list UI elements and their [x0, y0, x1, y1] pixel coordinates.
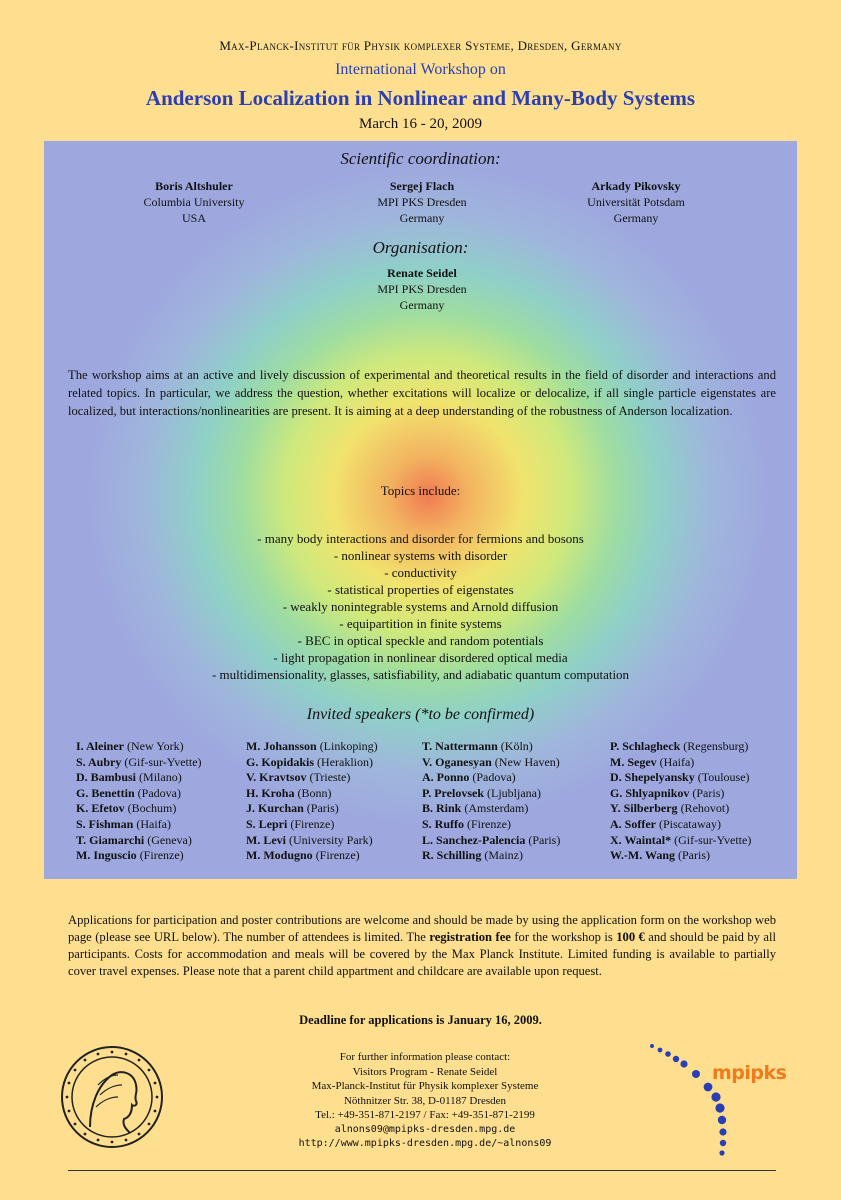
speaker-name: M. Inguscio: [76, 848, 137, 863]
speaker-place: (Firenze): [139, 848, 184, 863]
speaker-name: S. Aubry: [76, 754, 122, 769]
max-planck-seal: [60, 1045, 164, 1149]
speaker-place: (Rehovot): [680, 801, 730, 816]
speaker-name: W.-M. Wang: [610, 848, 676, 863]
speaker-entry: [76, 817, 202, 833]
speaker-entry: [246, 739, 378, 755]
speaker-place: (Padova): [472, 770, 516, 785]
speaker-entry: [422, 770, 560, 786]
mpipks-dots-icon: [640, 1040, 780, 1162]
speaker-place: (Paris): [306, 801, 339, 816]
speaker-place: (Toulouse): [697, 770, 750, 785]
topic-item: - BEC in optical speckle and random potentials: [297, 633, 544, 648]
speaker-entry: [76, 833, 202, 849]
speaker-entry: [246, 833, 378, 849]
speaker-place: (Heraklion): [317, 754, 374, 769]
speaker-place: (Paris): [692, 785, 725, 800]
speaker-entry: [422, 755, 560, 771]
speaker-name: Y. Silberberg: [610, 801, 678, 816]
applications-text: Applications for participation and poster contributions are welcome and should be made by using the application form on the workshop web page (please see URL below). The number of attendees is limited. The: [68, 913, 776, 944]
speaker-name: G. Kopidakis: [246, 754, 315, 769]
coordinator-country: Germany: [613, 211, 659, 225]
speakers-column-1: [76, 739, 202, 864]
speaker-entry: [422, 801, 560, 817]
speaker-entry: [422, 848, 560, 864]
speaker-name: V. Kravtsov: [246, 770, 307, 785]
speaker-place: (Piscataway): [658, 816, 721, 831]
speaker-place: (Regensburg): [683, 739, 749, 753]
deadline-notice: Deadline for applications is January 16, 2009.: [299, 1013, 542, 1027]
topic-item: - many body interactions and disorder for fermions and bosons: [257, 531, 584, 546]
speaker-entry: [76, 801, 202, 817]
topic-item: - statistical properties of eigenstates: [327, 582, 514, 597]
speaker-name: X. Waintal*: [610, 832, 672, 847]
applications-text: and should be paid by all participants. Costs for accommodation and meals will be covered by the Max Planck Institute. Limited funding is available to partially cover travel expenses. Please note that a parent child appartment and childcare are available upon request.: [68, 930, 776, 978]
speaker-entry: [422, 817, 560, 833]
speaker-place: (Paris): [678, 848, 711, 863]
speaker-entry: [610, 739, 751, 755]
speaker-name: J. Kurchan: [246, 801, 304, 816]
speaker-entry: [246, 786, 378, 802]
speaker-place: (Haifa): [136, 816, 171, 831]
topic-item: - equipartition in finite systems: [339, 616, 502, 631]
contact-phone-fax: Tel.: +49-351-871-2197 / Fax: +49-351-871-2199: [315, 1109, 535, 1121]
speakers-heading: Invited speakers (*to be confirmed): [306, 706, 535, 723]
workshop-description: The workshop aims at an active and lively discussion of experimental and theoretical results in the field of disorder and interactions and related topics. In particular, we address the question, whether excitations will localize or delocalize, if all single particle eigenstates are localized, but interactions/nonlinearities are present. It is aiming at a deep understanding of the robustness of Anderson localization.: [68, 368, 776, 418]
speaker-name: T. Nattermann: [422, 739, 498, 753]
speaker-name: S. Lepri: [246, 816, 288, 831]
speaker-entry: [76, 755, 202, 771]
coordinator-name: Arkady Pikovsky: [591, 179, 681, 193]
coordinator-1: [94, 178, 294, 226]
applications-emphasis: 100 €: [616, 930, 645, 944]
speaker-name: P. Schlagheck: [610, 739, 681, 753]
speaker-name: A. Soffer: [610, 816, 656, 831]
speaker-name: M. Modugno: [246, 848, 313, 863]
coordinator-affiliation: Universität Potsdam: [587, 195, 685, 209]
topic-item: - conductivity: [384, 565, 457, 580]
speaker-place: (New York): [127, 739, 184, 753]
coordinator-affiliation: Columbia University: [143, 195, 245, 209]
speaker-place: (Ljubljana): [487, 785, 541, 800]
applications-paragraph: [68, 912, 776, 980]
speaker-name: M. Levi: [246, 832, 286, 847]
speaker-name: S. Ruffo: [422, 816, 465, 831]
speaker-name: V. Oganesyan: [422, 754, 492, 769]
speaker-name: S. Fishman: [76, 816, 134, 831]
speaker-place: (University Park): [289, 832, 373, 847]
speaker-name: G. Benettin: [76, 785, 135, 800]
coordinator-affiliation: MPI PKS Dresden: [377, 195, 467, 209]
contact-line: Visitors Program - Renate Seidel: [352, 1065, 498, 1078]
speaker-entry: [76, 848, 202, 864]
info-panel: [44, 141, 797, 879]
speaker-entry: [246, 817, 378, 833]
speakers-column-4: [610, 739, 751, 864]
organisation-heading: Organisation:: [372, 238, 469, 257]
speaker-name: K. Efetov: [76, 801, 125, 816]
speaker-name: D. Shepelyansky: [610, 770, 695, 785]
speaker-place: (Gif-sur-Yvette): [674, 832, 752, 847]
speaker-entry: [246, 801, 378, 817]
speaker-entry: [246, 848, 378, 864]
speaker-name: R. Schilling: [422, 848, 482, 863]
speaker-name: I. Aleiner: [76, 739, 124, 753]
speakers-column-3: [422, 739, 560, 864]
speaker-place: (Geneva): [147, 832, 192, 847]
speaker-place: (New Haven): [494, 754, 560, 769]
speaker-name: H. Kroha: [246, 785, 295, 800]
institute-name: Max-Planck-Institut für Physik komplexer Systeme, Dresden, Germany: [219, 38, 622, 53]
speaker-name: M. Johansson: [246, 739, 317, 753]
workshop-kind: International Workshop on: [335, 61, 506, 78]
speaker-name: B. Rink: [422, 801, 462, 816]
speaker-place: (Bonn): [297, 785, 332, 800]
speaker-place: (Linkoping): [319, 739, 378, 753]
speaker-place: (Mainz): [484, 848, 524, 863]
speaker-place: (Bochum): [127, 801, 177, 816]
coordinator-country: USA: [181, 211, 206, 225]
speaker-entry: [246, 770, 378, 786]
footer-divider: [68, 1170, 776, 1171]
applications-emphasis: registration fee: [429, 930, 511, 944]
topic-item: - multidimensionality, glasses, satisfiability, and adiabatic quantum computation: [211, 667, 630, 682]
speaker-entry: [610, 833, 751, 849]
speaker-entry: [246, 755, 378, 771]
coordinator-2: [322, 178, 522, 226]
speaker-name: G. Shlyapnikov: [610, 785, 690, 800]
speaker-place: (Padova): [137, 785, 181, 800]
organiser-country: Germany: [399, 298, 445, 312]
speakers-column-2: [246, 739, 378, 864]
applications-text: for the workshop is: [510, 930, 617, 944]
topics-heading: Topics include:: [380, 483, 461, 498]
organiser-affiliation: MPI PKS Dresden: [377, 282, 467, 296]
workshop-title: Anderson Localization in Nonlinear and Many-Body Systems: [145, 86, 696, 110]
speaker-entry: [610, 770, 751, 786]
contact-intro: For further information please contact:: [339, 1051, 511, 1063]
speaker-entry: [610, 801, 751, 817]
speaker-place: (Milano): [139, 770, 182, 785]
coordinator-name: Boris Altshuler: [155, 179, 233, 193]
speaker-place: (Firenze): [467, 816, 511, 831]
topic-item: - light propagation in nonlinear disordered optical media: [273, 650, 568, 665]
max-planck-seal-icon: [60, 1045, 164, 1149]
speaker-entry: [610, 817, 751, 833]
coordinator-3: [536, 178, 736, 226]
speaker-name: T. Giamarchi: [76, 832, 145, 847]
workshop-date: March 16 - 20, 2009: [359, 116, 482, 132]
topic-item: - weakly nonintegrable systems and Arnold diffusion: [282, 599, 559, 614]
speaker-entry: [76, 786, 202, 802]
speaker-place: (Haifa): [659, 754, 695, 769]
speaker-name: M. Segev: [610, 754, 657, 769]
topic-item: - nonlinear systems with disorder: [333, 548, 508, 563]
speaker-entry: [610, 848, 751, 864]
contact-url-link[interactable]: http://www.mpipks-dresden.mpg.de/~alnons09: [298, 1138, 552, 1149]
contact-address: Nöthnitzer Str. 38, D-01187 Dresden: [343, 1094, 507, 1107]
speaker-place: (Trieste): [309, 770, 351, 785]
contact-block: [250, 1050, 600, 1152]
speaker-place: (Firenze): [315, 848, 360, 863]
speaker-entry: [422, 833, 560, 849]
speaker-name: A. Ponno: [422, 770, 470, 785]
mpipks-wordmark: mpipks: [712, 1062, 787, 1084]
speaker-entry: [76, 739, 202, 755]
coordination-heading: Scientific coordination:: [340, 149, 501, 168]
coordinator-name: Sergej Flach: [389, 179, 455, 193]
speaker-name: P. Prelovsek: [422, 785, 484, 800]
speaker-entry: [76, 770, 202, 786]
speaker-place: (Paris): [528, 832, 561, 847]
topics-list: [44, 530, 797, 683]
speaker-place: (Amsterdam): [464, 801, 529, 816]
speaker-name: L. Sanchez-Palencia: [422, 832, 526, 847]
organiser: [322, 265, 522, 313]
speaker-name: D. Bambusi: [76, 770, 137, 785]
speaker-entry: [422, 786, 560, 802]
coordinator-country: Germany: [399, 211, 445, 225]
speaker-entry: [610, 755, 751, 771]
organiser-name: Renate Seidel: [387, 266, 457, 280]
speaker-entry: [422, 739, 560, 755]
contact-email-link[interactable]: alnons09@mpipks-dresden.mpg.de: [334, 1123, 516, 1135]
mpipks-logo: [640, 1040, 787, 1162]
speaker-place: (Firenze): [290, 816, 335, 831]
contact-line: Max-Planck-Institut für Physik komplexer Systeme: [311, 1080, 539, 1092]
speaker-place: (Köln): [500, 739, 533, 753]
speaker-place: (Gif-sur-Yvette): [124, 754, 202, 769]
speaker-entry: [610, 786, 751, 802]
